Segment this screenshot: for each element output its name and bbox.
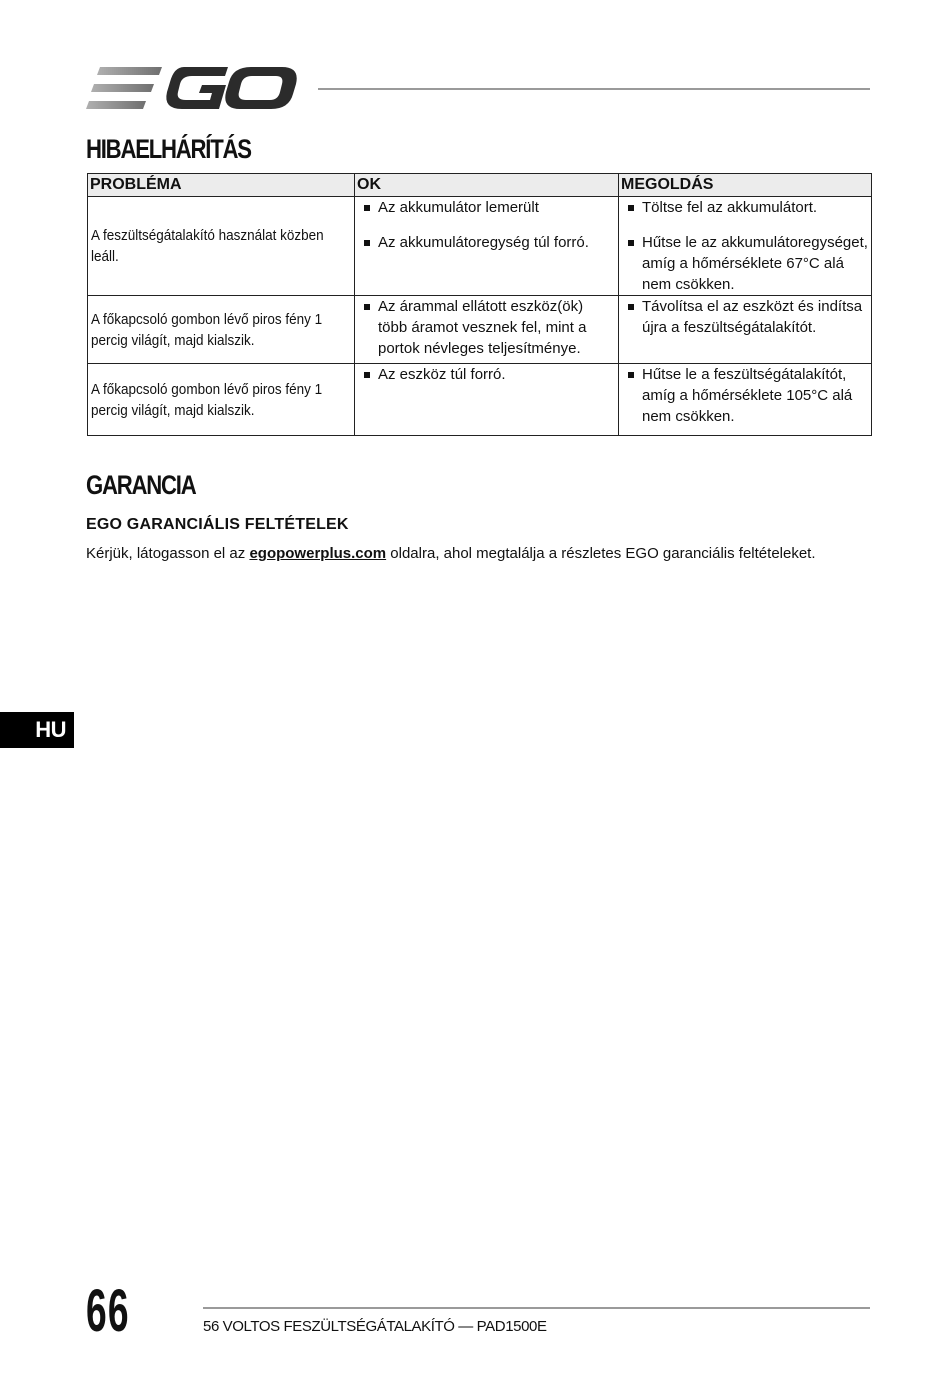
warranty-text-after: oldalra, ahol megtalálja a részletes EGO garanciális feltételeket. — [386, 545, 816, 562]
solution-cell — [619, 296, 872, 364]
warranty-text — [86, 545, 816, 562]
cause-item: Az árammal ellátott eszköz(ök) több áramot vesznek fel, mint a portok névleges teljesítménye. — [358, 296, 615, 359]
cause-item: Az akkumulátoregység túl forró. — [358, 232, 615, 253]
footer-text: 56 VOLTOS FESZÜLTSÉGÁTALAKÍTÓ — PAD1500E — [203, 1318, 547, 1335]
troubleshooting-table — [87, 173, 872, 436]
solution-item: Töltse fel az akkumulátort. — [622, 197, 868, 218]
column-header-solution: MEGOLDÁS — [619, 174, 872, 197]
cause-item: Az eszköz túl forró. — [358, 364, 615, 385]
problem-cell: A feszültségátalakító használat közben leáll. — [88, 197, 355, 296]
table-row — [88, 296, 872, 364]
ego-logo — [86, 64, 298, 114]
table-row — [88, 364, 872, 436]
warranty-title: GARANCIA — [86, 470, 196, 500]
troubleshooting-title: HIBAELHÁRÍTÁS — [86, 134, 251, 164]
solution-item: Távolítsa el az eszközt és indítsa újra a feszültségátalakítót. — [622, 296, 868, 338]
problem-cell: A főkapcsoló gombon lévő piros fény 1 percig világít, majd kialszik. — [88, 364, 355, 436]
solution-item: Hűtse le a feszültségátalakítót, amíg a hőmérséklete 105°C alá nem csökken. — [622, 364, 868, 427]
footer-rule — [203, 1307, 870, 1309]
warranty-link[interactable]: egopowerplus.com — [249, 545, 387, 562]
column-header-cause: OK — [355, 174, 619, 197]
cause-cell — [355, 296, 619, 364]
warranty-text-before: Kérjük, látogasson el az — [86, 545, 250, 562]
table-header-row — [88, 174, 872, 197]
language-tab: HU — [0, 712, 74, 748]
problem-cell: A főkapcsoló gombon lévő piros fény 1 percig világít, majd kialszik. — [88, 296, 355, 364]
column-header-problem: PROBLÉMA — [88, 174, 355, 197]
table-row — [88, 197, 872, 296]
cause-cell — [355, 197, 619, 296]
solution-cell — [619, 364, 872, 436]
solution-item: Hűtse le az akkumulátoregységet, amíg a hőmérséklete 67°C alá nem csökken. — [622, 232, 868, 295]
header-rule — [318, 88, 870, 90]
cause-cell — [355, 364, 619, 436]
page-number: 66 — [86, 1277, 130, 1344]
warranty-subtitle: EGO GARANCIÁLIS FELTÉTELEK — [86, 516, 349, 533]
cause-item: Az akkumulátor lemerült — [358, 197, 615, 218]
solution-cell — [619, 197, 872, 296]
ego-logo-icon — [86, 64, 298, 114]
